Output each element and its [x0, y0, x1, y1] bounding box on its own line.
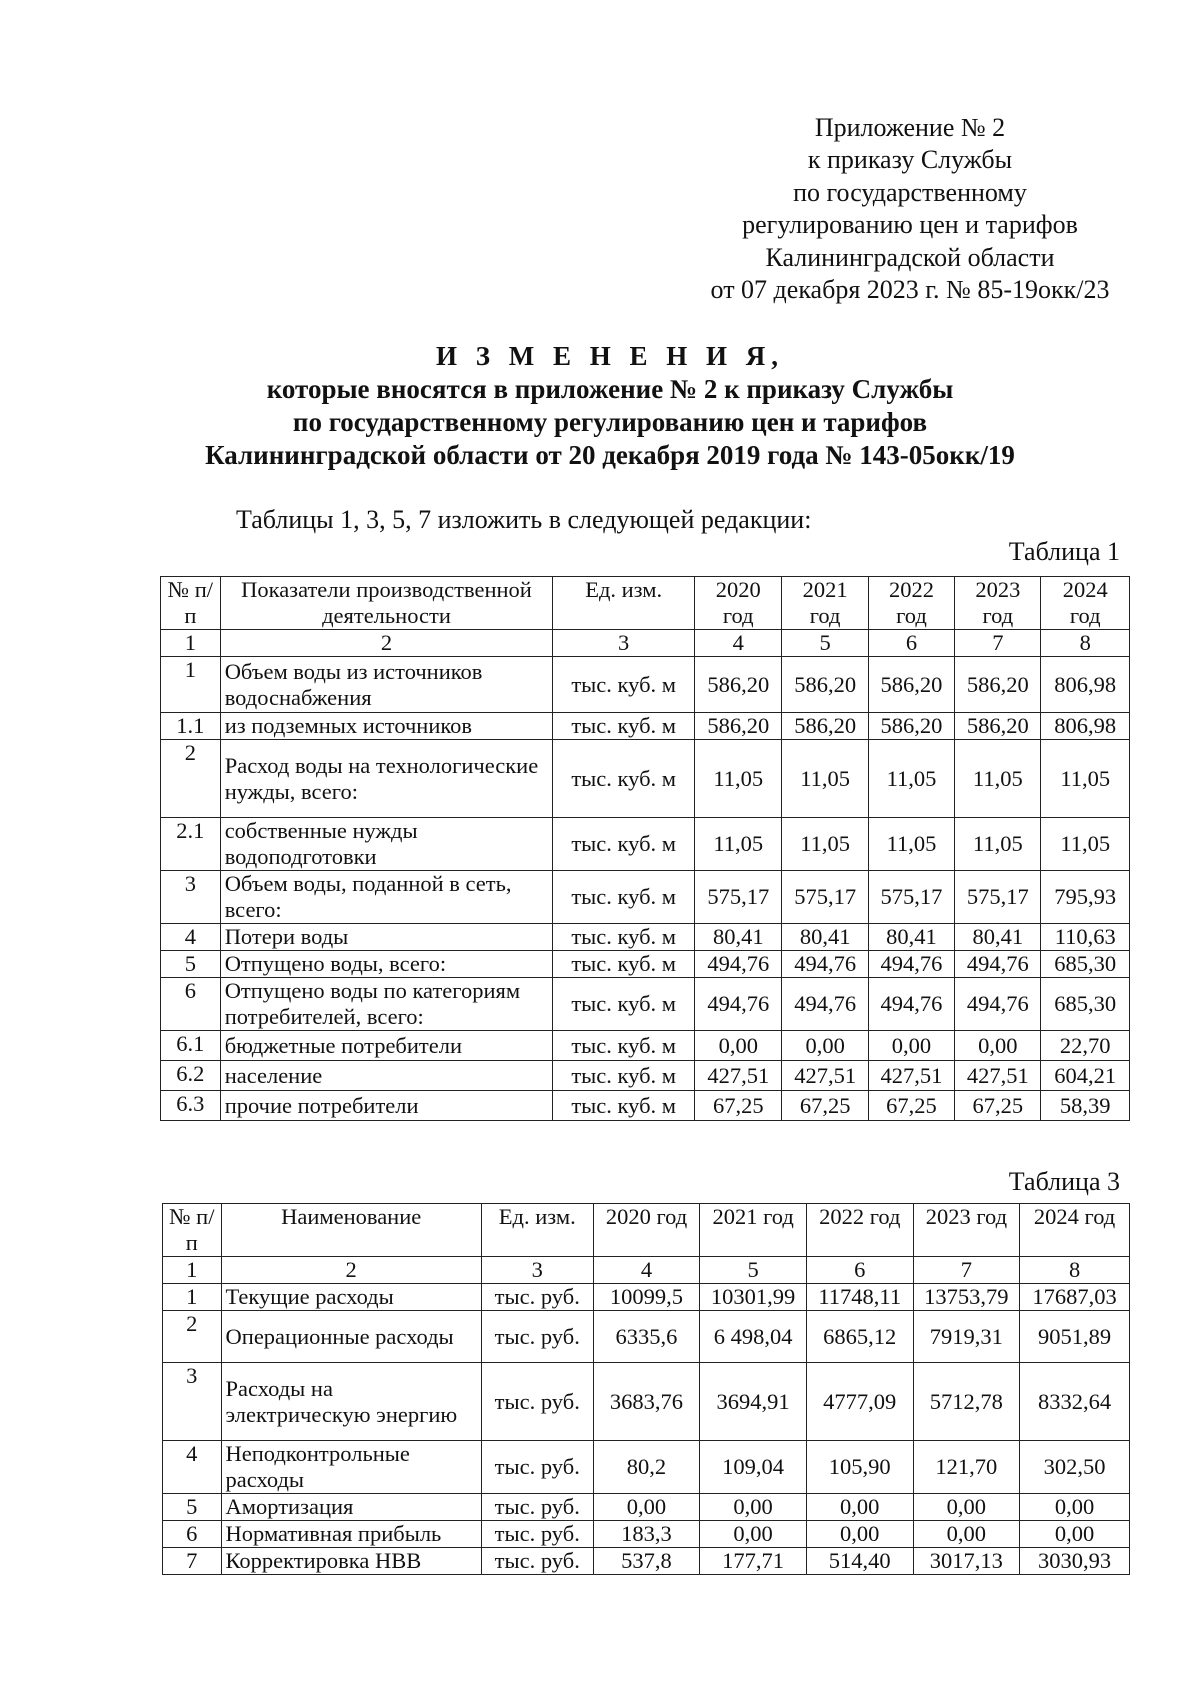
value-cell: 494,76 — [782, 978, 868, 1031]
value-cell: 0,00 — [868, 1031, 954, 1061]
table-header-row — [161, 577, 1130, 630]
row-number-cell: 6.1 — [161, 1031, 221, 1061]
table-row — [161, 871, 1130, 924]
value-cell: 427,51 — [782, 1061, 868, 1091]
heading-line: Калининградской области от 20 декабря 2019 года № 143-05окк/19 — [205, 440, 1015, 470]
value-cell: 0,00 — [806, 1494, 913, 1521]
annex-block — [690, 112, 1130, 306]
annex-line: от 07 декабря 2023 г. № 85-19окк/23 — [710, 275, 1110, 305]
value-cell: 494,76 — [955, 978, 1041, 1031]
row-number-cell: 6.2 — [161, 1061, 221, 1091]
indicator-name-cell: Расход воды на технологические нужды, всего: — [220, 740, 553, 818]
value-cell: 121,70 — [913, 1441, 1020, 1494]
value-cell: 183,3 — [593, 1521, 700, 1548]
row-number-cell: 5 — [163, 1494, 222, 1521]
table1 — [160, 576, 1130, 1121]
indicator-name-cell: из подземных источников — [220, 713, 553, 740]
unit-cell: тыс. руб. — [481, 1311, 593, 1363]
row-number-cell: 1 — [161, 657, 221, 713]
header-cell: 2024 год — [1041, 577, 1130, 630]
column-number-cell: 4 — [695, 630, 782, 657]
value-cell: 177,71 — [700, 1548, 807, 1575]
column-number-row — [163, 1257, 1130, 1284]
value-cell: 806,98 — [1041, 713, 1130, 740]
value-cell: 11,05 — [868, 818, 954, 871]
table-row — [163, 1521, 1130, 1548]
unit-cell: тыс. руб. — [481, 1494, 593, 1521]
table-row — [161, 924, 1130, 951]
table-row — [161, 657, 1130, 713]
value-cell: 11,05 — [782, 818, 868, 871]
column-number-row — [161, 630, 1130, 657]
annex-line: по государственному — [793, 177, 1027, 207]
unit-cell: тыс. куб. м — [553, 740, 695, 818]
value-cell: 494,76 — [695, 978, 782, 1031]
unit-cell: тыс. куб. м — [553, 1091, 695, 1121]
value-cell: 586,20 — [782, 713, 868, 740]
value-cell: 795,93 — [1041, 871, 1130, 924]
column-number-cell: 7 — [955, 630, 1041, 657]
header-cell: 2020 год — [695, 577, 782, 630]
row-number-cell: 2.1 — [161, 818, 221, 871]
table-row — [163, 1311, 1130, 1363]
value-cell: 3694,91 — [700, 1363, 807, 1441]
header-cell: Показатели производственной деятельности — [220, 577, 553, 630]
column-number-cell: 3 — [481, 1257, 593, 1284]
value-cell: 575,17 — [955, 871, 1041, 924]
unit-cell: тыс. куб. м — [553, 1061, 695, 1091]
row-number-cell: 1 — [163, 1284, 222, 1311]
value-cell: 5712,78 — [913, 1363, 1020, 1441]
table-row — [163, 1441, 1130, 1494]
annex-line: к приказу Службы — [807, 145, 1013, 175]
indicator-name-cell: Потери воды — [220, 924, 553, 951]
value-cell: 3683,76 — [593, 1363, 700, 1441]
row-number-cell: 2 — [163, 1311, 222, 1363]
row-number-cell: 3 — [163, 1363, 222, 1441]
value-cell: 11,05 — [782, 740, 868, 818]
value-cell: 586,20 — [695, 657, 782, 713]
column-number-cell: 1 — [163, 1257, 222, 1284]
unit-cell: тыс. куб. м — [553, 713, 695, 740]
table3 — [162, 1203, 1130, 1575]
value-cell: 11,05 — [695, 818, 782, 871]
header-cell: 2024 год — [1020, 1204, 1130, 1257]
value-cell: 0,00 — [695, 1031, 782, 1061]
table-row — [161, 951, 1130, 978]
indicator-name-cell: Объем воды, поданной в сеть, всего: — [220, 871, 553, 924]
table3-body — [163, 1204, 1130, 1575]
value-cell: 494,76 — [782, 951, 868, 978]
row-number-cell: 6 — [161, 978, 221, 1031]
value-cell: 586,20 — [868, 657, 954, 713]
unit-cell: тыс. куб. м — [553, 871, 695, 924]
column-number-cell: 8 — [1041, 630, 1130, 657]
table-row — [161, 818, 1130, 871]
value-cell: 0,00 — [700, 1521, 807, 1548]
table-row — [161, 1091, 1130, 1121]
column-number-cell: 5 — [782, 630, 868, 657]
indicator-name-cell: Нормативная прибыль — [221, 1521, 481, 1548]
unit-cell: тыс. куб. м — [553, 1031, 695, 1061]
value-cell: 0,00 — [700, 1494, 807, 1521]
column-number-cell: 8 — [1020, 1257, 1130, 1284]
unit-cell: тыс. куб. м — [553, 924, 695, 951]
value-cell: 7919,31 — [913, 1311, 1020, 1363]
value-cell: 0,00 — [782, 1031, 868, 1061]
header-cell: 2023 год — [955, 577, 1041, 630]
value-cell: 586,20 — [868, 713, 954, 740]
unit-cell: тыс. руб. — [481, 1521, 593, 1548]
header-cell: 2022 год — [868, 577, 954, 630]
value-cell: 67,25 — [695, 1091, 782, 1121]
value-cell: 80,41 — [868, 924, 954, 951]
header-cell: Наименование — [221, 1204, 481, 1257]
value-cell: 514,40 — [806, 1548, 913, 1575]
value-cell: 427,51 — [695, 1061, 782, 1091]
value-cell: 0,00 — [806, 1521, 913, 1548]
column-number-cell: 1 — [161, 630, 221, 657]
value-cell: 586,20 — [782, 657, 868, 713]
value-cell: 494,76 — [868, 951, 954, 978]
unit-cell: тыс. руб. — [481, 1284, 593, 1311]
heading-line: которые вносятся в приложение № 2 к приказу Службы — [266, 374, 954, 404]
value-cell: 11748,11 — [806, 1284, 913, 1311]
table-row — [161, 1031, 1130, 1061]
indicator-name-cell: прочие потребители — [220, 1091, 553, 1121]
value-cell: 8332,64 — [1020, 1363, 1130, 1441]
value-cell: 3017,13 — [913, 1548, 1020, 1575]
value-cell: 685,30 — [1041, 951, 1130, 978]
value-cell: 11,05 — [868, 740, 954, 818]
value-cell: 427,51 — [868, 1061, 954, 1091]
value-cell: 494,76 — [695, 951, 782, 978]
row-number-cell: 2 — [161, 740, 221, 818]
table3-caption: Таблица 3 — [1008, 1167, 1120, 1196]
value-cell: 806,98 — [1041, 657, 1130, 713]
annex-line: Приложение № 2 — [814, 113, 1006, 142]
value-cell: 537,8 — [593, 1548, 700, 1575]
indicator-name-cell: собственные нужды водоподготовки — [220, 818, 553, 871]
indicator-name-cell: бюджетные потребители — [220, 1031, 553, 1061]
row-number-cell: 5 — [161, 951, 221, 978]
row-number-cell: 6.3 — [161, 1091, 221, 1121]
header-cell: 2023 год — [913, 1204, 1020, 1257]
unit-cell: тыс. куб. м — [553, 951, 695, 978]
value-cell: 67,25 — [955, 1091, 1041, 1121]
unit-cell: тыс. куб. м — [553, 818, 695, 871]
value-cell: 80,41 — [955, 924, 1041, 951]
value-cell: 9051,89 — [1020, 1311, 1130, 1363]
value-cell: 17687,03 — [1020, 1284, 1130, 1311]
value-cell: 427,51 — [955, 1061, 1041, 1091]
indicator-name-cell: Отпущено воды по категориям потребителей, всего: — [220, 978, 553, 1031]
row-number-cell: 1.1 — [161, 713, 221, 740]
column-number-cell: 2 — [221, 1257, 481, 1284]
unit-cell: тыс. куб. м — [553, 657, 695, 713]
indicator-name-cell: Отпущено воды, всего: — [220, 951, 553, 978]
column-number-cell: 6 — [868, 630, 954, 657]
value-cell: 4777,09 — [806, 1363, 913, 1441]
table-row — [163, 1494, 1130, 1521]
annex-line: регулированию цен и тарифов — [742, 210, 1078, 240]
header-cell: № п/п — [161, 577, 221, 630]
row-number-cell: 4 — [163, 1441, 222, 1494]
indicator-name-cell: Текущие расходы — [221, 1284, 481, 1311]
unit-cell: тыс. руб. — [481, 1441, 593, 1494]
table-row — [161, 713, 1130, 740]
value-cell: 11,05 — [955, 818, 1041, 871]
unit-cell: тыс. руб. — [481, 1548, 593, 1575]
table-row — [161, 1061, 1130, 1091]
row-number-cell: 6 — [163, 1521, 222, 1548]
annex-line: Калининградской области — [765, 242, 1055, 272]
value-cell: 11,05 — [1041, 740, 1130, 818]
value-cell: 80,41 — [782, 924, 868, 951]
value-cell: 0,00 — [913, 1494, 1020, 1521]
value-cell: 0,00 — [955, 1031, 1041, 1061]
value-cell: 58,39 — [1041, 1091, 1130, 1121]
header-cell: № п/п — [163, 1204, 222, 1257]
table-row — [161, 978, 1130, 1031]
value-cell: 586,20 — [955, 713, 1041, 740]
value-cell: 11,05 — [1041, 818, 1130, 871]
value-cell: 80,2 — [593, 1441, 700, 1494]
value-cell: 586,20 — [955, 657, 1041, 713]
value-cell: 6 498,04 — [700, 1311, 807, 1363]
table1-caption: Таблица 1 — [1008, 537, 1120, 566]
value-cell: 685,30 — [1041, 978, 1130, 1031]
header-cell: 2020 год — [593, 1204, 700, 1257]
table-row — [163, 1548, 1130, 1575]
value-cell: 67,25 — [868, 1091, 954, 1121]
column-number-cell: 3 — [553, 630, 695, 657]
value-cell: 13753,79 — [913, 1284, 1020, 1311]
header-cell: 2021 год — [782, 577, 868, 630]
value-cell: 22,70 — [1041, 1031, 1130, 1061]
value-cell: 302,50 — [1020, 1441, 1130, 1494]
value-cell: 494,76 — [868, 978, 954, 1031]
row-number-cell: 4 — [161, 924, 221, 951]
value-cell: 80,41 — [695, 924, 782, 951]
indicator-name-cell: Амортизация — [221, 1494, 481, 1521]
value-cell: 11,05 — [955, 740, 1041, 818]
value-cell: 3030,93 — [1020, 1548, 1130, 1575]
value-cell: 0,00 — [593, 1494, 700, 1521]
value-cell: 109,04 — [700, 1441, 807, 1494]
column-number-cell: 5 — [700, 1257, 807, 1284]
value-cell: 575,17 — [868, 871, 954, 924]
value-cell: 105,90 — [806, 1441, 913, 1494]
indicator-name-cell: Корректировка НВВ — [221, 1548, 481, 1575]
column-number-cell: 2 — [220, 630, 553, 657]
row-number-cell: 7 — [163, 1548, 222, 1575]
value-cell: 10099,5 — [593, 1284, 700, 1311]
table1-body — [161, 577, 1130, 1121]
table-row — [163, 1363, 1130, 1441]
table-header-row — [163, 1204, 1130, 1257]
row-number-cell: 3 — [161, 871, 221, 924]
value-cell: 110,63 — [1041, 924, 1130, 951]
value-cell: 575,17 — [782, 871, 868, 924]
value-cell: 575,17 — [695, 871, 782, 924]
value-cell: 0,00 — [1020, 1494, 1130, 1521]
heading-line: по государственному регулированию цен и тарифов — [292, 407, 928, 437]
table-row — [161, 740, 1130, 818]
value-cell: 0,00 — [913, 1521, 1020, 1548]
column-number-cell: 4 — [593, 1257, 700, 1284]
unit-cell: тыс. руб. — [481, 1363, 593, 1441]
header-cell: 2022 год — [806, 1204, 913, 1257]
value-cell: 0,00 — [1020, 1521, 1130, 1548]
indicator-name-cell: Расходы на электрическую энергию — [221, 1363, 481, 1441]
document-heading — [160, 340, 1060, 472]
column-number-cell: 6 — [806, 1257, 913, 1284]
table-row — [163, 1284, 1130, 1311]
indicator-name-cell: Объем воды из источников водоснабжения — [220, 657, 553, 713]
value-cell: 586,20 — [695, 713, 782, 740]
value-cell: 67,25 — [782, 1091, 868, 1121]
header-cell: 2021 год — [700, 1204, 807, 1257]
header-cell: Ед. изм. — [481, 1204, 593, 1257]
header-cell: Ед. изм. — [553, 577, 695, 630]
heading-title: И З М Е Н Е Н И Я, — [435, 341, 784, 371]
unit-cell: тыс. куб. м — [553, 978, 695, 1031]
column-number-cell: 7 — [913, 1257, 1020, 1284]
value-cell: 11,05 — [695, 740, 782, 818]
value-cell: 6335,6 — [593, 1311, 700, 1363]
indicator-name-cell: Неподконтрольные расходы — [221, 1441, 481, 1494]
value-cell: 10301,99 — [700, 1284, 807, 1311]
indicator-name-cell: население — [220, 1061, 553, 1091]
value-cell: 604,21 — [1041, 1061, 1130, 1091]
value-cell: 6865,12 — [806, 1311, 913, 1363]
intro-text: Таблицы 1, 3, 5, 7 изложить в следующей редакции: — [236, 505, 812, 534]
indicator-name-cell: Операционные расходы — [221, 1311, 481, 1363]
value-cell: 494,76 — [955, 951, 1041, 978]
